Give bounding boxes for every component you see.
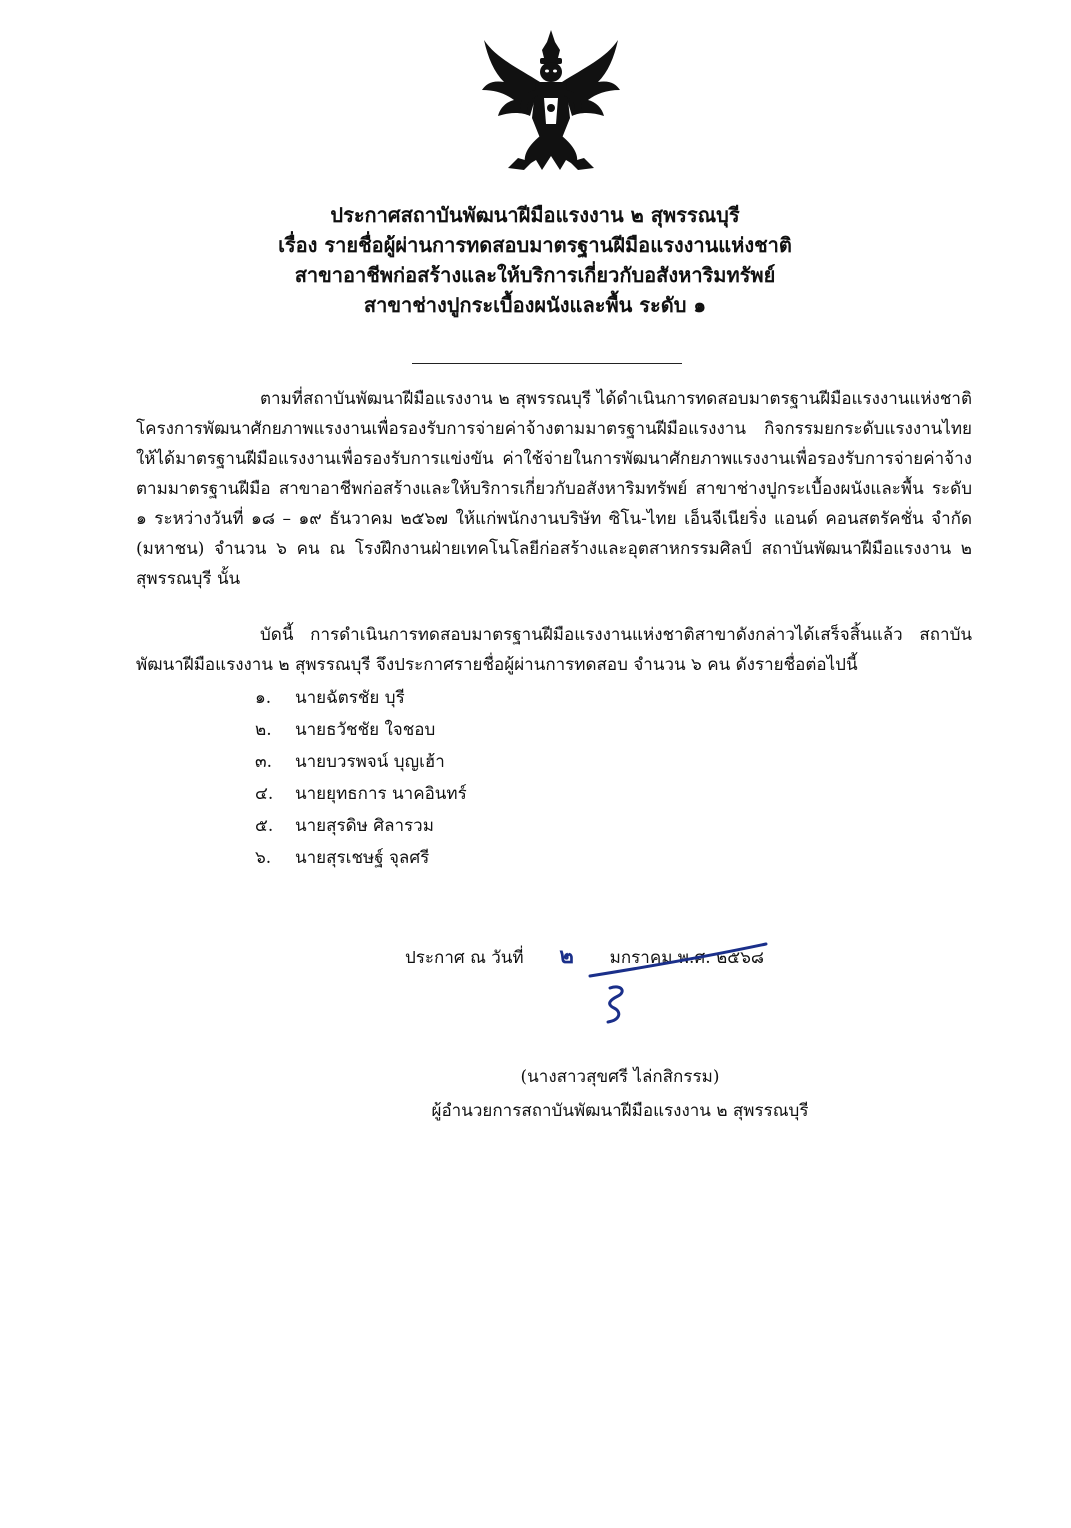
list-item	[255, 682, 467, 714]
list-item-name: นายฉัตรชัย บุรี	[295, 688, 405, 708]
header-title: ประกาศสถาบันพัฒนาฝีมือแรงงาน ๒ สุพรรณบุรี	[330, 203, 740, 227]
list-item	[255, 810, 467, 842]
list-item-name: นายสุรดิษ ศิลารวม	[295, 816, 434, 836]
list-item	[255, 842, 467, 874]
list-item-name: นายสุรเชษฐ์ จุลศรี	[295, 848, 430, 868]
list-item-name: นายยุทธการ นาคอินทร์	[295, 784, 467, 804]
header-trade-level: สาขาช่างปูกระเบื้องผนังและพื้น ระดับ ๑	[363, 293, 707, 317]
header-divider	[412, 363, 682, 364]
signer-position: ผู้อำนวยการสถาบันพัฒนาฝีมือแรงงาน ๒ สุพรรณบุรี	[431, 1101, 809, 1121]
list-item-number: ๑.	[255, 688, 272, 708]
header-occupation-field: สาขาอาชีพก่อสร้างและให้บริการเกี่ยวกับอสังหาริมทรัพย์	[294, 263, 776, 287]
list-item-name: นายบวรพจน์ บุญเฮ้า	[295, 752, 445, 772]
list-item-number: ๔.	[255, 784, 274, 804]
passed-names-list	[255, 682, 467, 874]
garuda-emblem-icon	[478, 28, 624, 178]
header-subject: เรื่อง รายชื่อผู้ผ่านการทดสอบมาตรฐานฝีมือแรงงานแห่งชาติ	[278, 233, 792, 257]
date-month-year: มกราคม พ.ศ. ๒๕๖๘	[609, 948, 764, 968]
list-item	[255, 746, 467, 778]
date-prefix: ประกาศ ณ วันที่	[405, 948, 524, 968]
list-item-number: ๓.	[255, 752, 273, 772]
paragraph-announcement: บัดนี้ การดำเนินการทดสอบมาตรฐานฝีมือแรงงานแห่งชาติสาขาดังกล่าวได้เสร็จสิ้นแล้ว สถาบันพัฒนาฝีมือแรงงาน ๒ สุพรรณบุรี จึงประกาศรายชื่อผู้ผ่านการทดสอบ จำนวน ๖ คน ดังรายชื่อต่อไปนี้	[136, 625, 972, 675]
list-item-number: ๕.	[255, 816, 274, 836]
signer-name: (นางสาวสุขศรี ไล่กสิกรรม)	[520, 1067, 720, 1087]
date-day-handwritten: ๒	[559, 943, 574, 969]
list-item-number: ๒.	[255, 720, 272, 740]
list-item	[255, 714, 467, 746]
signer-block	[400, 1060, 840, 1128]
paragraph-background: ตามที่สถาบันพัฒนาฝีมือแรงงาน ๒ สุพรรณบุรี ได้ดำเนินการทดสอบมาตรฐานฝีมือแรงงานแห่งชาติ โครงการพัฒนาศักยภาพแรงงานเพื่อรองรับการจ่ายค่าจ้างตามมาตรฐานฝีมือแรงงาน กิจกรรมยกระดับแรงงานไทยให้ได้มาตรฐานฝีมือแรงงานเพื่อรองรับการแข่งขัน ค่าใช้จ่ายในการพัฒนาศักยภาพแรงงานเพื่อรองรับการจ่ายค่าจ้างตามมาตรฐานฝีมือ สาขาอาชีพก่อสร้างและให้บริการเกี่ยวกับอสังหาริมทรัพย์ สาขาช่างปูกระเบื้องผนังและพื้น ระดับ ๑ ระหว่างวันที่ ๑๘ – ๑๙ ธันวาคม ๒๕๖๗ ให้แก่พนักงานบริษัท ซิโน-ไทย เอ็นจีเนียริ่ง แอนด์ คอนสตรัคชั่น จำกัด (มหาชน) จำนวน ๖ คน ณ โรงฝึกงานฝ่ายเทคโนโลยีก่อสร้างและอุตสาหกรรมศิลป์ สถาบันพัฒนาฝีมือแรงงาน ๒ สุพรรณบุรี นั้น	[136, 389, 972, 589]
signature-mark	[560, 930, 810, 1030]
announcement-header	[135, 200, 935, 320]
list-item	[255, 778, 467, 810]
list-item-number: ๖.	[255, 848, 272, 868]
list-item-name: นายธวัชชัย ใจชอบ	[295, 720, 436, 740]
